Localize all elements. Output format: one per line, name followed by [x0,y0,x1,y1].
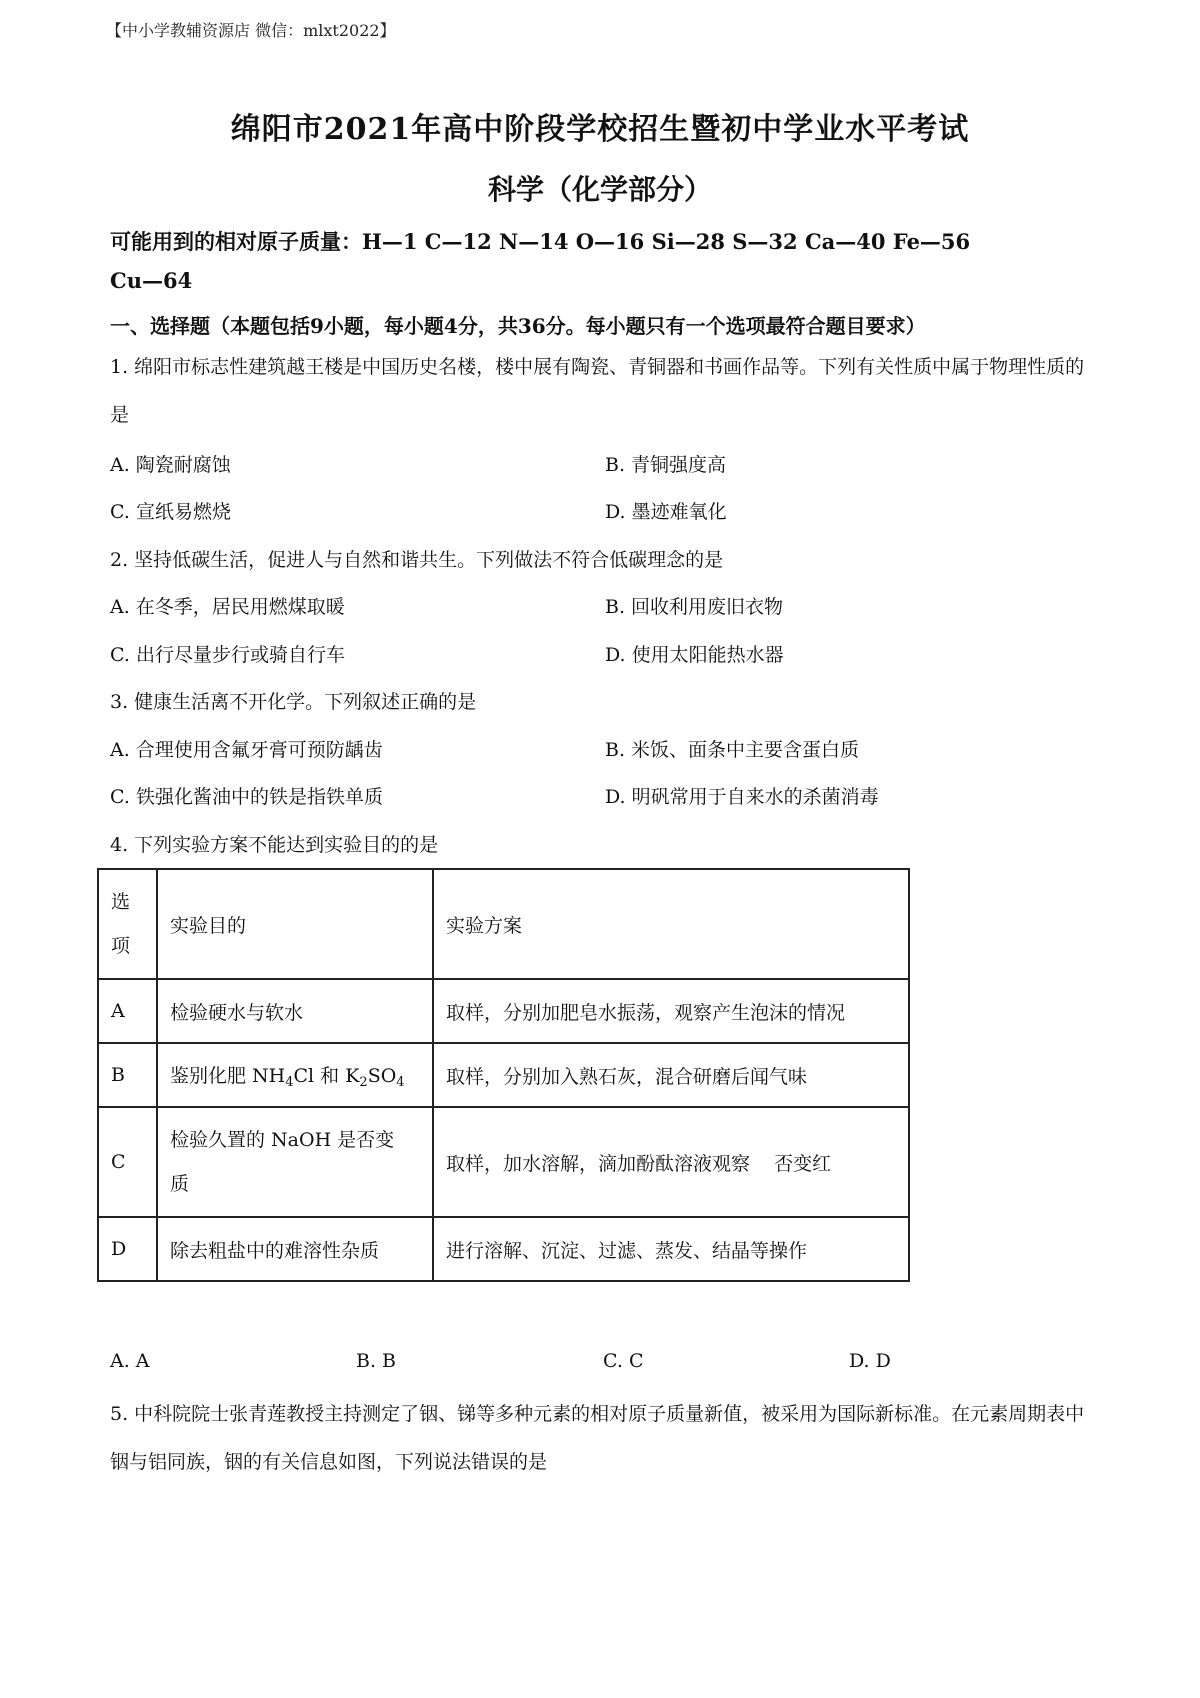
question-3-option-a: A. 合理使用含氟牙膏可预防龋齿 [110,739,383,761]
atomic-masses-line2: Cu—64 [110,268,193,293]
header-purpose-cell: 实验目的 [157,869,433,979]
table-row [98,979,909,1043]
row-b-subscript: 4 [285,1074,294,1090]
exam-subtitle: 科学（化学部分） [487,173,712,206]
question-1-option-d: D. 墨迹难氧化 [605,501,727,523]
row-b-subscript: 2 [359,1074,368,1090]
row-b-purpose-text: SO [367,1064,397,1087]
exam-title: 绵阳市2021年高中阶段学校招生暨初中学业水平考试 [230,112,970,147]
question-5-stem: 5. 中科院院士张青莲教授主持测定了铟、锑等多种元素的相对原子质量新值，被采用为国际新标准。在元素周期表中铟与铝同族，铟的有关信息如图，下列说法错误的是 [110,1403,1085,1473]
row-d-method: 进行溶解、沉淀、过滤、蒸发、结晶等操作 [433,1217,909,1281]
question-3-option-c: C. 铁强化酱油中的铁是指铁单质 [110,786,383,808]
table-row [98,1043,909,1107]
header-method-cell: 实验方案 [433,869,909,979]
question-4-option-a: A. A [110,1350,150,1372]
question-2-stem: 2. 坚持低碳生活，促进人与自然和谐共生。下列做法不符合低碳理念的是 [110,549,724,571]
row-c-purpose-line2: 质 [170,1173,190,1195]
question-2-option-a: A. 在冬季，居民用燃煤取暖 [110,596,345,618]
header-option-label-1: 选 [111,891,131,913]
row-d-purpose: 除去粗盐中的难溶性杂质 [157,1217,433,1281]
row-c-purpose [157,1107,433,1217]
question-2-option-d: D. 使用太阳能热水器 [605,644,784,666]
question-4-option-d: D. D [849,1350,891,1372]
header-option-label-2: 项 [111,935,131,957]
row-d-option: D [98,1217,157,1281]
question-2-option-c: C. 出行尽量步行或骑自行车 [110,644,345,666]
row-b-purpose-text: 鉴别化肥 NH [170,1064,286,1087]
watermark-text: 【中小学教辅资源店 微信：mlxt2022】 [106,21,396,40]
row-b-option: B [98,1043,157,1107]
question-3-option-d: D. 明矾常用于自来水的杀菌消毒 [605,786,879,808]
question-3-option-b: B. 米饭、面条中主要含蛋白质 [605,739,860,761]
row-c-option: C [98,1107,157,1217]
row-c-method: 取样，加水溶解，滴加酚酞溶液观察 否变红 [433,1107,909,1217]
atomic-masses-line1: 可能用到的相对原子质量：H—1 C—12 N—14 O—16 Si—28 S—32 Ca—40 Fe—56 [110,229,971,254]
row-a-purpose: 检验硬水与软水 [157,979,433,1043]
row-c-purpose-line1: 检验久置的 NaOH 是否变 [170,1129,395,1151]
experiment-table [97,868,910,1282]
row-b-subscript: 4 [396,1074,405,1090]
row-b-purpose [157,1043,433,1107]
row-a-option: A [98,979,157,1043]
question-1-stem: 1. 绵阳市标志性建筑越王楼是中国历史名楼，楼中展有陶瓷、青铜器和书画作品等。下列有关性质中属于物理性质的是 [110,356,1085,426]
header-option-cell [98,869,157,979]
row-b-method: 取样，分别加入熟石灰，混合研磨后闻气味 [433,1043,909,1107]
question-4-option-b: B. B [356,1350,397,1372]
question-1-option-b: B. 青铜强度高 [605,454,727,476]
question-1-option-a: A. 陶瓷耐腐蚀 [110,454,231,476]
row-b-purpose-text: Cl 和 K [293,1064,360,1087]
question-4-option-c: C. C [603,1350,644,1372]
row-a-method: 取样，分别加肥皂水振荡，观察产生泡沫的情况 [433,979,909,1043]
table-row [98,1217,909,1281]
section-heading: 一、选择题（本题包括9小题，每小题4分，共36分。每小题只有一个选项最符合题目要求） [110,314,926,338]
question-2-option-b: B. 回收利用废旧衣物 [605,596,784,618]
question-3-stem: 3. 健康生活离不开化学。下列叙述正确的是 [110,691,477,713]
question-4-stem: 4. 下列实验方案不能达到实验目的的是 [110,834,439,856]
table-header-row [98,869,909,979]
table-row [98,1107,909,1217]
question-1-option-c: C. 宣纸易燃烧 [110,501,231,523]
